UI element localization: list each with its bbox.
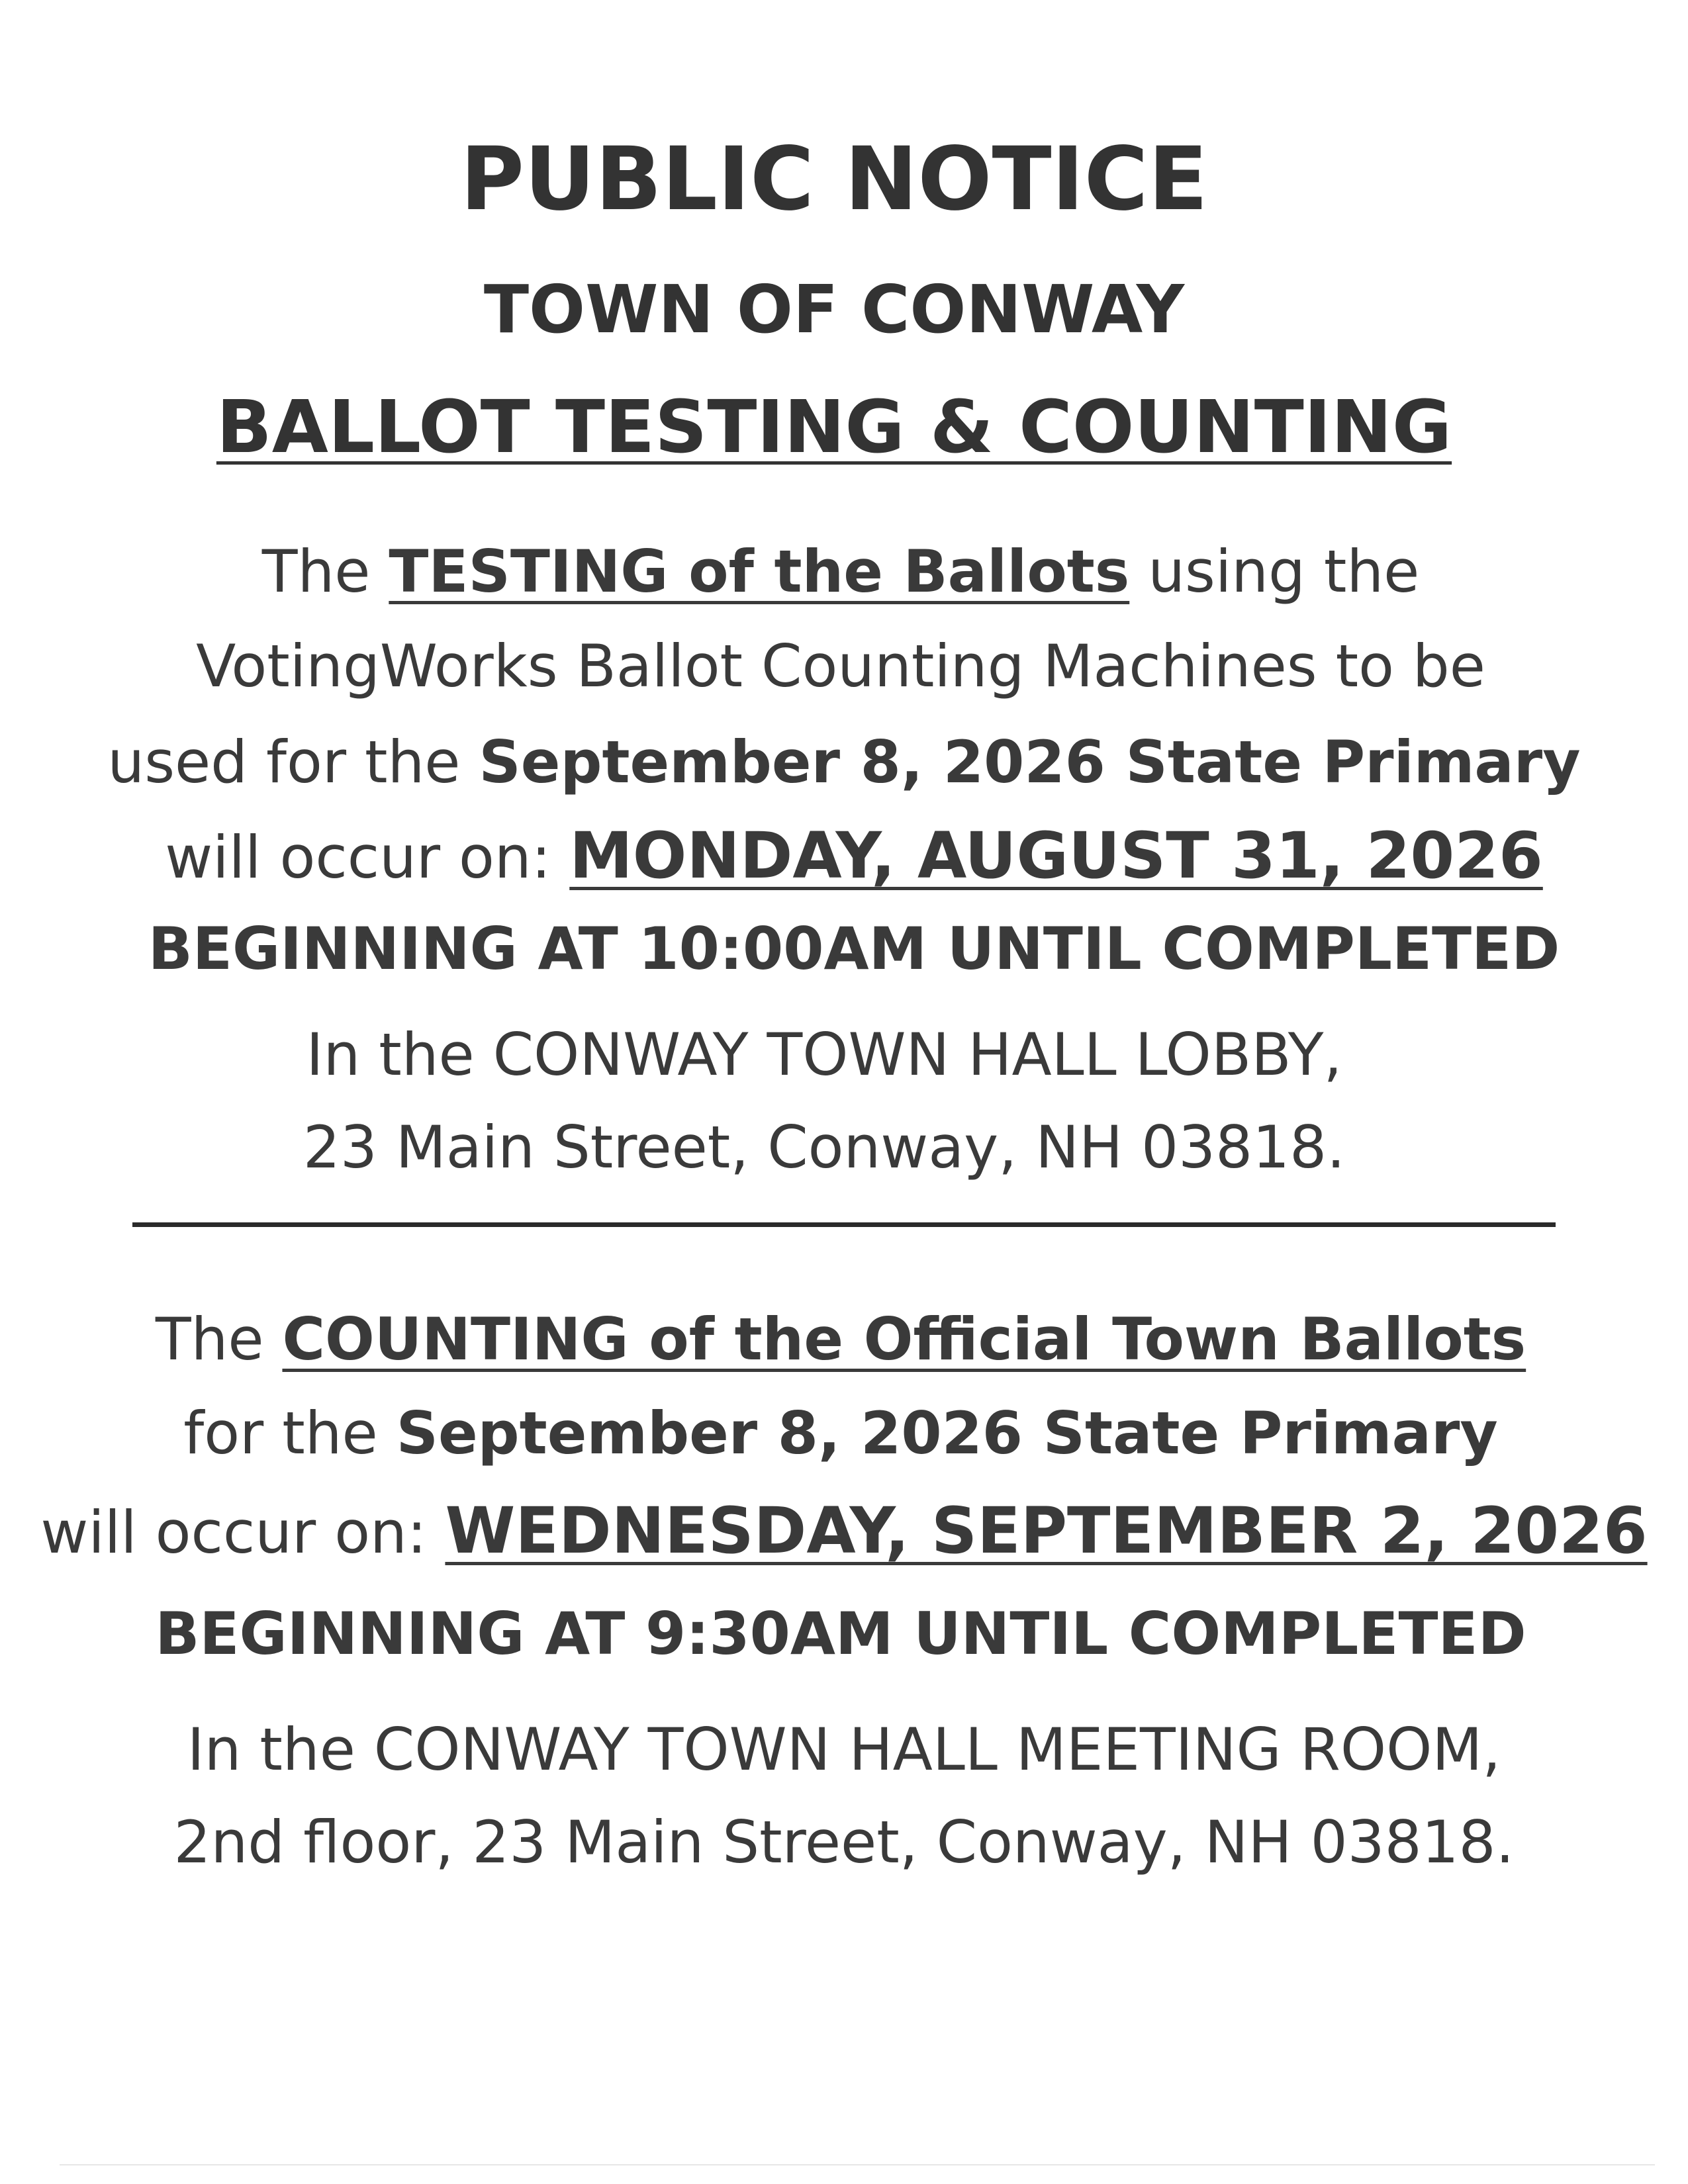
testing-address: 23 Main Street, Conway, NH 03818. [303,1113,1346,1181]
counting-date: WEDNESDAY, SEPTEMBER 2, 2026 [445,1494,1648,1568]
counting-line-1 [0,1305,1685,1373]
testing-line-1-bold: TESTING of the Ballots [389,537,1130,606]
section-divider [132,1222,1556,1227]
testing-line-4-pre: will occur on: [165,823,570,891]
testing-line-1-post: using the [1129,537,1420,606]
counting-line-1-bold: COUNTING of the Official Town Ballots [282,1305,1526,1373]
counting-address: 2nd floor, 23 Main Street, Conway, NH 03818. [173,1808,1515,1876]
testing-time: BEGINNING AT 10:00AM UNTIL COMPLETED [148,915,1560,983]
testing-line-3-bold: September 8, 2026 State Primary [479,728,1581,796]
testing-line-3 [0,728,1688,796]
counting-time: BEGINNING AT 9:30AM UNTIL COMPLETED [155,1600,1526,1668]
counting-line-2 [0,1399,1685,1467]
testing-date: MONDAY, AUGUST 31, 2026 [569,819,1543,893]
testing-line-2: VotingWorks Ballot Counting Machines to be [196,632,1485,700]
testing-line-3-pre: used for the [107,728,479,796]
testing-line-1 [0,537,1685,606]
counting-line-2-pre: for the [183,1399,397,1467]
testing-line-4 [10,819,1688,893]
notice-heading [0,385,1678,469]
notice-heading-text: BALLOT TESTING & COUNTING [216,385,1452,469]
notice-title: PUBLIC NOTICE [460,128,1208,230]
notice-subtitle: TOWN OF CONWAY [483,271,1185,348]
counting-location: In the CONWAY TOWN HALL MEETING ROOM, [187,1715,1501,1784]
counting-line-2-bold: September 8, 2026 State Primary [396,1399,1498,1467]
counting-line-1-pre: The [155,1305,283,1373]
testing-line-1-pre: The [261,537,389,606]
page-edge-rule [60,2164,1655,2165]
testing-location: In the CONWAY TOWN HALL LOBBY, [306,1021,1342,1089]
counting-line-3 [0,1494,1688,1568]
counting-line-3-pre: will occur on: [40,1498,445,1567]
